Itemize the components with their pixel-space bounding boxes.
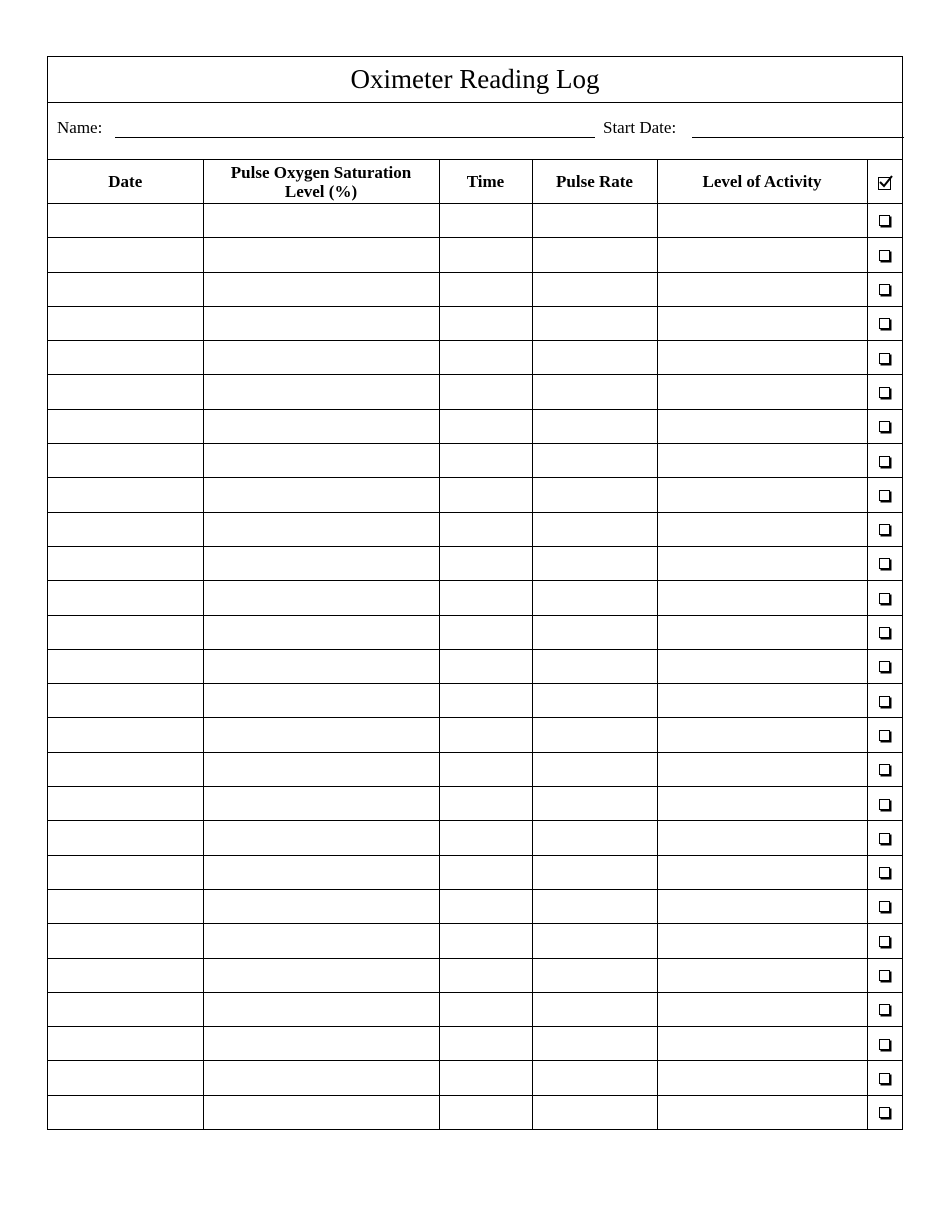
empty-checkbox-icon[interactable]: [879, 353, 890, 364]
spo2-cell[interactable]: [203, 1061, 439, 1095]
spo2-cell[interactable]: [203, 1095, 439, 1129]
table-row: [48, 375, 902, 409]
table-header-row: [48, 160, 902, 204]
activity-cell[interactable]: [657, 924, 867, 958]
activity-cell[interactable]: [657, 581, 867, 615]
empty-checkbox-icon[interactable]: [879, 1073, 890, 1084]
table-row: [48, 238, 902, 272]
activity-cell[interactable]: [657, 821, 867, 855]
empty-checkbox-icon[interactable]: [879, 764, 890, 775]
date-cell[interactable]: [48, 958, 203, 992]
spo2-cell[interactable]: [203, 546, 439, 580]
pulse-rate-cell[interactable]: [532, 958, 657, 992]
spo2-cell[interactable]: [203, 1027, 439, 1061]
spo2-cell[interactable]: [203, 787, 439, 821]
spo2-cell[interactable]: [203, 341, 439, 375]
check-cell: [867, 204, 902, 238]
empty-checkbox-icon[interactable]: [879, 1004, 890, 1015]
time-cell[interactable]: [439, 444, 532, 478]
table-row: [48, 1027, 902, 1061]
spo2-cell[interactable]: [203, 684, 439, 718]
spo2-cell[interactable]: [203, 238, 439, 272]
spo2-cell[interactable]: [203, 924, 439, 958]
table-row: [48, 992, 902, 1026]
empty-checkbox-icon[interactable]: [879, 215, 890, 226]
check-cell: [867, 444, 902, 478]
date-cell[interactable]: [48, 204, 203, 238]
table-row: [48, 1061, 902, 1095]
spo2-cell[interactable]: [203, 375, 439, 409]
check-cell: [867, 615, 902, 649]
table-row: [48, 889, 902, 923]
date-cell[interactable]: [48, 889, 203, 923]
check-cell: [867, 992, 902, 1026]
date-cell[interactable]: [48, 478, 203, 512]
empty-checkbox-icon[interactable]: [879, 318, 890, 329]
check-cell: [867, 958, 902, 992]
pulse-rate-cell[interactable]: [532, 204, 657, 238]
pulse-rate-cell[interactable]: [532, 615, 657, 649]
spo2-cell[interactable]: [203, 889, 439, 923]
table-body: [48, 204, 902, 1130]
pulse-rate-cell[interactable]: [532, 409, 657, 443]
time-cell[interactable]: [439, 204, 532, 238]
date-cell[interactable]: [48, 238, 203, 272]
column-header-activity: Level of Activity: [657, 160, 867, 204]
empty-checkbox-icon[interactable]: [879, 936, 890, 947]
pulse-rate-cell[interactable]: [532, 444, 657, 478]
pulse-rate-cell[interactable]: [532, 375, 657, 409]
check-cell: [867, 821, 902, 855]
table-row: [48, 306, 902, 340]
time-cell[interactable]: [439, 512, 532, 546]
pulse-rate-cell[interactable]: [532, 649, 657, 683]
reading-log-table: [48, 160, 902, 1129]
pulse-rate-cell[interactable]: [532, 1061, 657, 1095]
time-cell[interactable]: [439, 649, 532, 683]
time-cell[interactable]: [439, 272, 532, 306]
activity-cell[interactable]: [657, 546, 867, 580]
table-row: [48, 855, 902, 889]
activity-cell[interactable]: [657, 375, 867, 409]
activity-cell[interactable]: [657, 992, 867, 1026]
date-cell[interactable]: [48, 615, 203, 649]
pulse-rate-cell[interactable]: [532, 1095, 657, 1129]
spo2-cell[interactable]: [203, 821, 439, 855]
time-cell[interactable]: [439, 615, 532, 649]
spo2-cell[interactable]: [203, 615, 439, 649]
activity-cell[interactable]: [657, 1027, 867, 1061]
date-cell[interactable]: [48, 752, 203, 786]
pulse-rate-cell[interactable]: [532, 684, 657, 718]
time-cell[interactable]: [439, 238, 532, 272]
activity-cell[interactable]: [657, 238, 867, 272]
activity-cell[interactable]: [657, 752, 867, 786]
spo2-cell[interactable]: [203, 649, 439, 683]
date-cell[interactable]: [48, 1027, 203, 1061]
time-cell[interactable]: [439, 1027, 532, 1061]
check-cell: [867, 1095, 902, 1129]
check-cell: [867, 478, 902, 512]
activity-cell[interactable]: [657, 889, 867, 923]
table-row: [48, 1095, 902, 1129]
empty-checkbox-icon[interactable]: [879, 1039, 890, 1050]
time-cell[interactable]: [439, 306, 532, 340]
check-cell: [867, 341, 902, 375]
check-cell: [867, 375, 902, 409]
pulse-rate-cell[interactable]: [532, 924, 657, 958]
activity-cell[interactable]: [657, 341, 867, 375]
time-cell[interactable]: [439, 752, 532, 786]
spo2-cell[interactable]: [203, 444, 439, 478]
pulse-rate-cell[interactable]: [532, 478, 657, 512]
spo2-cell[interactable]: [203, 409, 439, 443]
pulse-rate-cell[interactable]: [532, 718, 657, 752]
empty-checkbox-icon[interactable]: [879, 730, 890, 741]
spo2-cell[interactable]: [203, 992, 439, 1026]
check-cell: [867, 718, 902, 752]
spo2-cell[interactable]: [203, 306, 439, 340]
empty-checkbox-icon[interactable]: [879, 696, 890, 707]
date-cell[interactable]: [48, 992, 203, 1026]
empty-checkbox-icon[interactable]: [879, 387, 890, 398]
spo2-cell[interactable]: [203, 204, 439, 238]
date-cell[interactable]: [48, 718, 203, 752]
column-header-time: Time: [439, 160, 532, 204]
pulse-rate-cell[interactable]: [532, 272, 657, 306]
activity-cell[interactable]: [657, 1061, 867, 1095]
empty-checkbox-icon[interactable]: [879, 867, 890, 878]
spo2-cell[interactable]: [203, 958, 439, 992]
spo2-cell[interactable]: [203, 272, 439, 306]
table-row: [48, 684, 902, 718]
pulse-rate-cell[interactable]: [532, 787, 657, 821]
table-row: [48, 924, 902, 958]
spo2-cell[interactable]: [203, 718, 439, 752]
table-row: [48, 787, 902, 821]
empty-checkbox-icon[interactable]: [879, 833, 890, 844]
table-row: [48, 958, 902, 992]
empty-checkbox-icon[interactable]: [879, 250, 890, 261]
pulse-rate-cell[interactable]: [532, 581, 657, 615]
check-cell: [867, 1027, 902, 1061]
table-row: [48, 615, 902, 649]
check-cell: [867, 306, 902, 340]
empty-checkbox-icon[interactable]: [879, 421, 890, 432]
date-cell[interactable]: [48, 649, 203, 683]
check-cell: [867, 238, 902, 272]
pulse-rate-cell[interactable]: [532, 512, 657, 546]
date-cell[interactable]: [48, 546, 203, 580]
table-row: [48, 478, 902, 512]
empty-checkbox-icon[interactable]: [879, 799, 890, 810]
date-cell[interactable]: [48, 409, 203, 443]
time-cell[interactable]: [439, 581, 532, 615]
spo2-cell[interactable]: [203, 752, 439, 786]
date-cell[interactable]: [48, 684, 203, 718]
spo2-cell[interactable]: [203, 581, 439, 615]
date-cell[interactable]: [48, 924, 203, 958]
date-cell[interactable]: [48, 1095, 203, 1129]
check-cell: [867, 546, 902, 580]
check-cell: [867, 684, 902, 718]
time-cell[interactable]: [439, 889, 532, 923]
table-row: [48, 409, 902, 443]
column-header-spo2: Pulse Oxygen Saturation Level (%): [203, 160, 439, 204]
empty-checkbox-icon[interactable]: [879, 901, 890, 912]
time-cell[interactable]: [439, 375, 532, 409]
empty-checkbox-icon[interactable]: [879, 456, 890, 467]
date-cell[interactable]: [48, 375, 203, 409]
pulse-rate-cell[interactable]: [532, 855, 657, 889]
table-row: [48, 546, 902, 580]
check-cell: [867, 855, 902, 889]
table-row: [48, 821, 902, 855]
activity-cell[interactable]: [657, 512, 867, 546]
pulse-rate-cell[interactable]: [532, 821, 657, 855]
empty-checkbox-icon[interactable]: [879, 1107, 890, 1118]
activity-cell[interactable]: [657, 649, 867, 683]
pulse-rate-cell[interactable]: [532, 889, 657, 923]
check-cell: [867, 1061, 902, 1095]
activity-cell[interactable]: [657, 204, 867, 238]
empty-checkbox-icon[interactable]: [879, 970, 890, 981]
pulse-rate-cell[interactable]: [532, 238, 657, 272]
activity-cell[interactable]: [657, 409, 867, 443]
check-cell: [867, 581, 902, 615]
pulse-rate-cell[interactable]: [532, 992, 657, 1026]
pulse-rate-cell[interactable]: [532, 306, 657, 340]
activity-cell[interactable]: [657, 444, 867, 478]
date-cell[interactable]: [48, 787, 203, 821]
table-row: [48, 581, 902, 615]
table-row: [48, 649, 902, 683]
date-cell[interactable]: [48, 581, 203, 615]
name-label: Name:: [57, 118, 103, 137]
check-cell: [867, 649, 902, 683]
date-cell[interactable]: [48, 306, 203, 340]
pulse-rate-cell[interactable]: [532, 341, 657, 375]
activity-cell[interactable]: [657, 1095, 867, 1129]
column-header-check: [867, 160, 902, 204]
table-row: [48, 718, 902, 752]
activity-cell[interactable]: [657, 855, 867, 889]
empty-checkbox-icon[interactable]: [879, 490, 890, 501]
empty-checkbox-icon[interactable]: [879, 593, 890, 604]
time-cell[interactable]: [439, 924, 532, 958]
start-date-label: Start Date:: [603, 118, 677, 137]
column-header-date: Date: [48, 160, 203, 204]
spo2-cell[interactable]: [203, 855, 439, 889]
table-row: [48, 752, 902, 786]
table-row: [48, 204, 902, 238]
date-cell[interactable]: [48, 341, 203, 375]
empty-checkbox-icon[interactable]: [879, 284, 890, 295]
time-cell[interactable]: [439, 855, 532, 889]
table-row: [48, 512, 902, 546]
time-cell[interactable]: [439, 718, 532, 752]
time-cell[interactable]: [439, 684, 532, 718]
time-cell[interactable]: [439, 821, 532, 855]
activity-cell[interactable]: [657, 958, 867, 992]
form-title: Oximeter Reading Log: [48, 57, 902, 103]
empty-checkbox-icon[interactable]: [879, 524, 890, 535]
date-cell[interactable]: [48, 855, 203, 889]
check-cell: [867, 787, 902, 821]
time-cell[interactable]: [439, 992, 532, 1026]
date-cell[interactable]: [48, 1061, 203, 1095]
date-cell[interactable]: [48, 821, 203, 855]
activity-cell[interactable]: [657, 478, 867, 512]
table-row: [48, 444, 902, 478]
checked-box-icon: [878, 177, 891, 190]
activity-cell[interactable]: [657, 306, 867, 340]
check-cell: [867, 409, 902, 443]
activity-cell[interactable]: [657, 615, 867, 649]
pulse-rate-cell[interactable]: [532, 546, 657, 580]
time-cell[interactable]: [439, 341, 532, 375]
time-cell[interactable]: [439, 409, 532, 443]
info-row: [48, 103, 902, 160]
activity-cell[interactable]: [657, 272, 867, 306]
check-cell: [867, 512, 902, 546]
empty-checkbox-icon[interactable]: [879, 627, 890, 638]
oximeter-log-sheet: [47, 56, 903, 1130]
check-cell: [867, 752, 902, 786]
check-cell: [867, 924, 902, 958]
date-cell[interactable]: [48, 512, 203, 546]
activity-cell[interactable]: [657, 718, 867, 752]
time-cell[interactable]: [439, 787, 532, 821]
date-cell[interactable]: [48, 272, 203, 306]
time-cell[interactable]: [439, 1061, 532, 1095]
time-cell[interactable]: [439, 546, 532, 580]
date-cell[interactable]: [48, 444, 203, 478]
spo2-cell[interactable]: [203, 478, 439, 512]
pulse-rate-cell[interactable]: [532, 1027, 657, 1061]
time-cell[interactable]: [439, 958, 532, 992]
time-cell[interactable]: [439, 1095, 532, 1129]
pulse-rate-cell[interactable]: [532, 752, 657, 786]
table-row: [48, 341, 902, 375]
activity-cell[interactable]: [657, 787, 867, 821]
empty-checkbox-icon[interactable]: [879, 661, 890, 672]
check-cell: [867, 272, 902, 306]
name-field-line[interactable]: [115, 137, 595, 138]
spo2-cell[interactable]: [203, 512, 439, 546]
column-header-pulse-rate: Pulse Rate: [532, 160, 657, 204]
check-cell: [867, 889, 902, 923]
start-date-field-line[interactable]: [692, 137, 904, 138]
activity-cell[interactable]: [657, 684, 867, 718]
table-row: [48, 272, 902, 306]
empty-checkbox-icon[interactable]: [879, 558, 890, 569]
time-cell[interactable]: [439, 478, 532, 512]
